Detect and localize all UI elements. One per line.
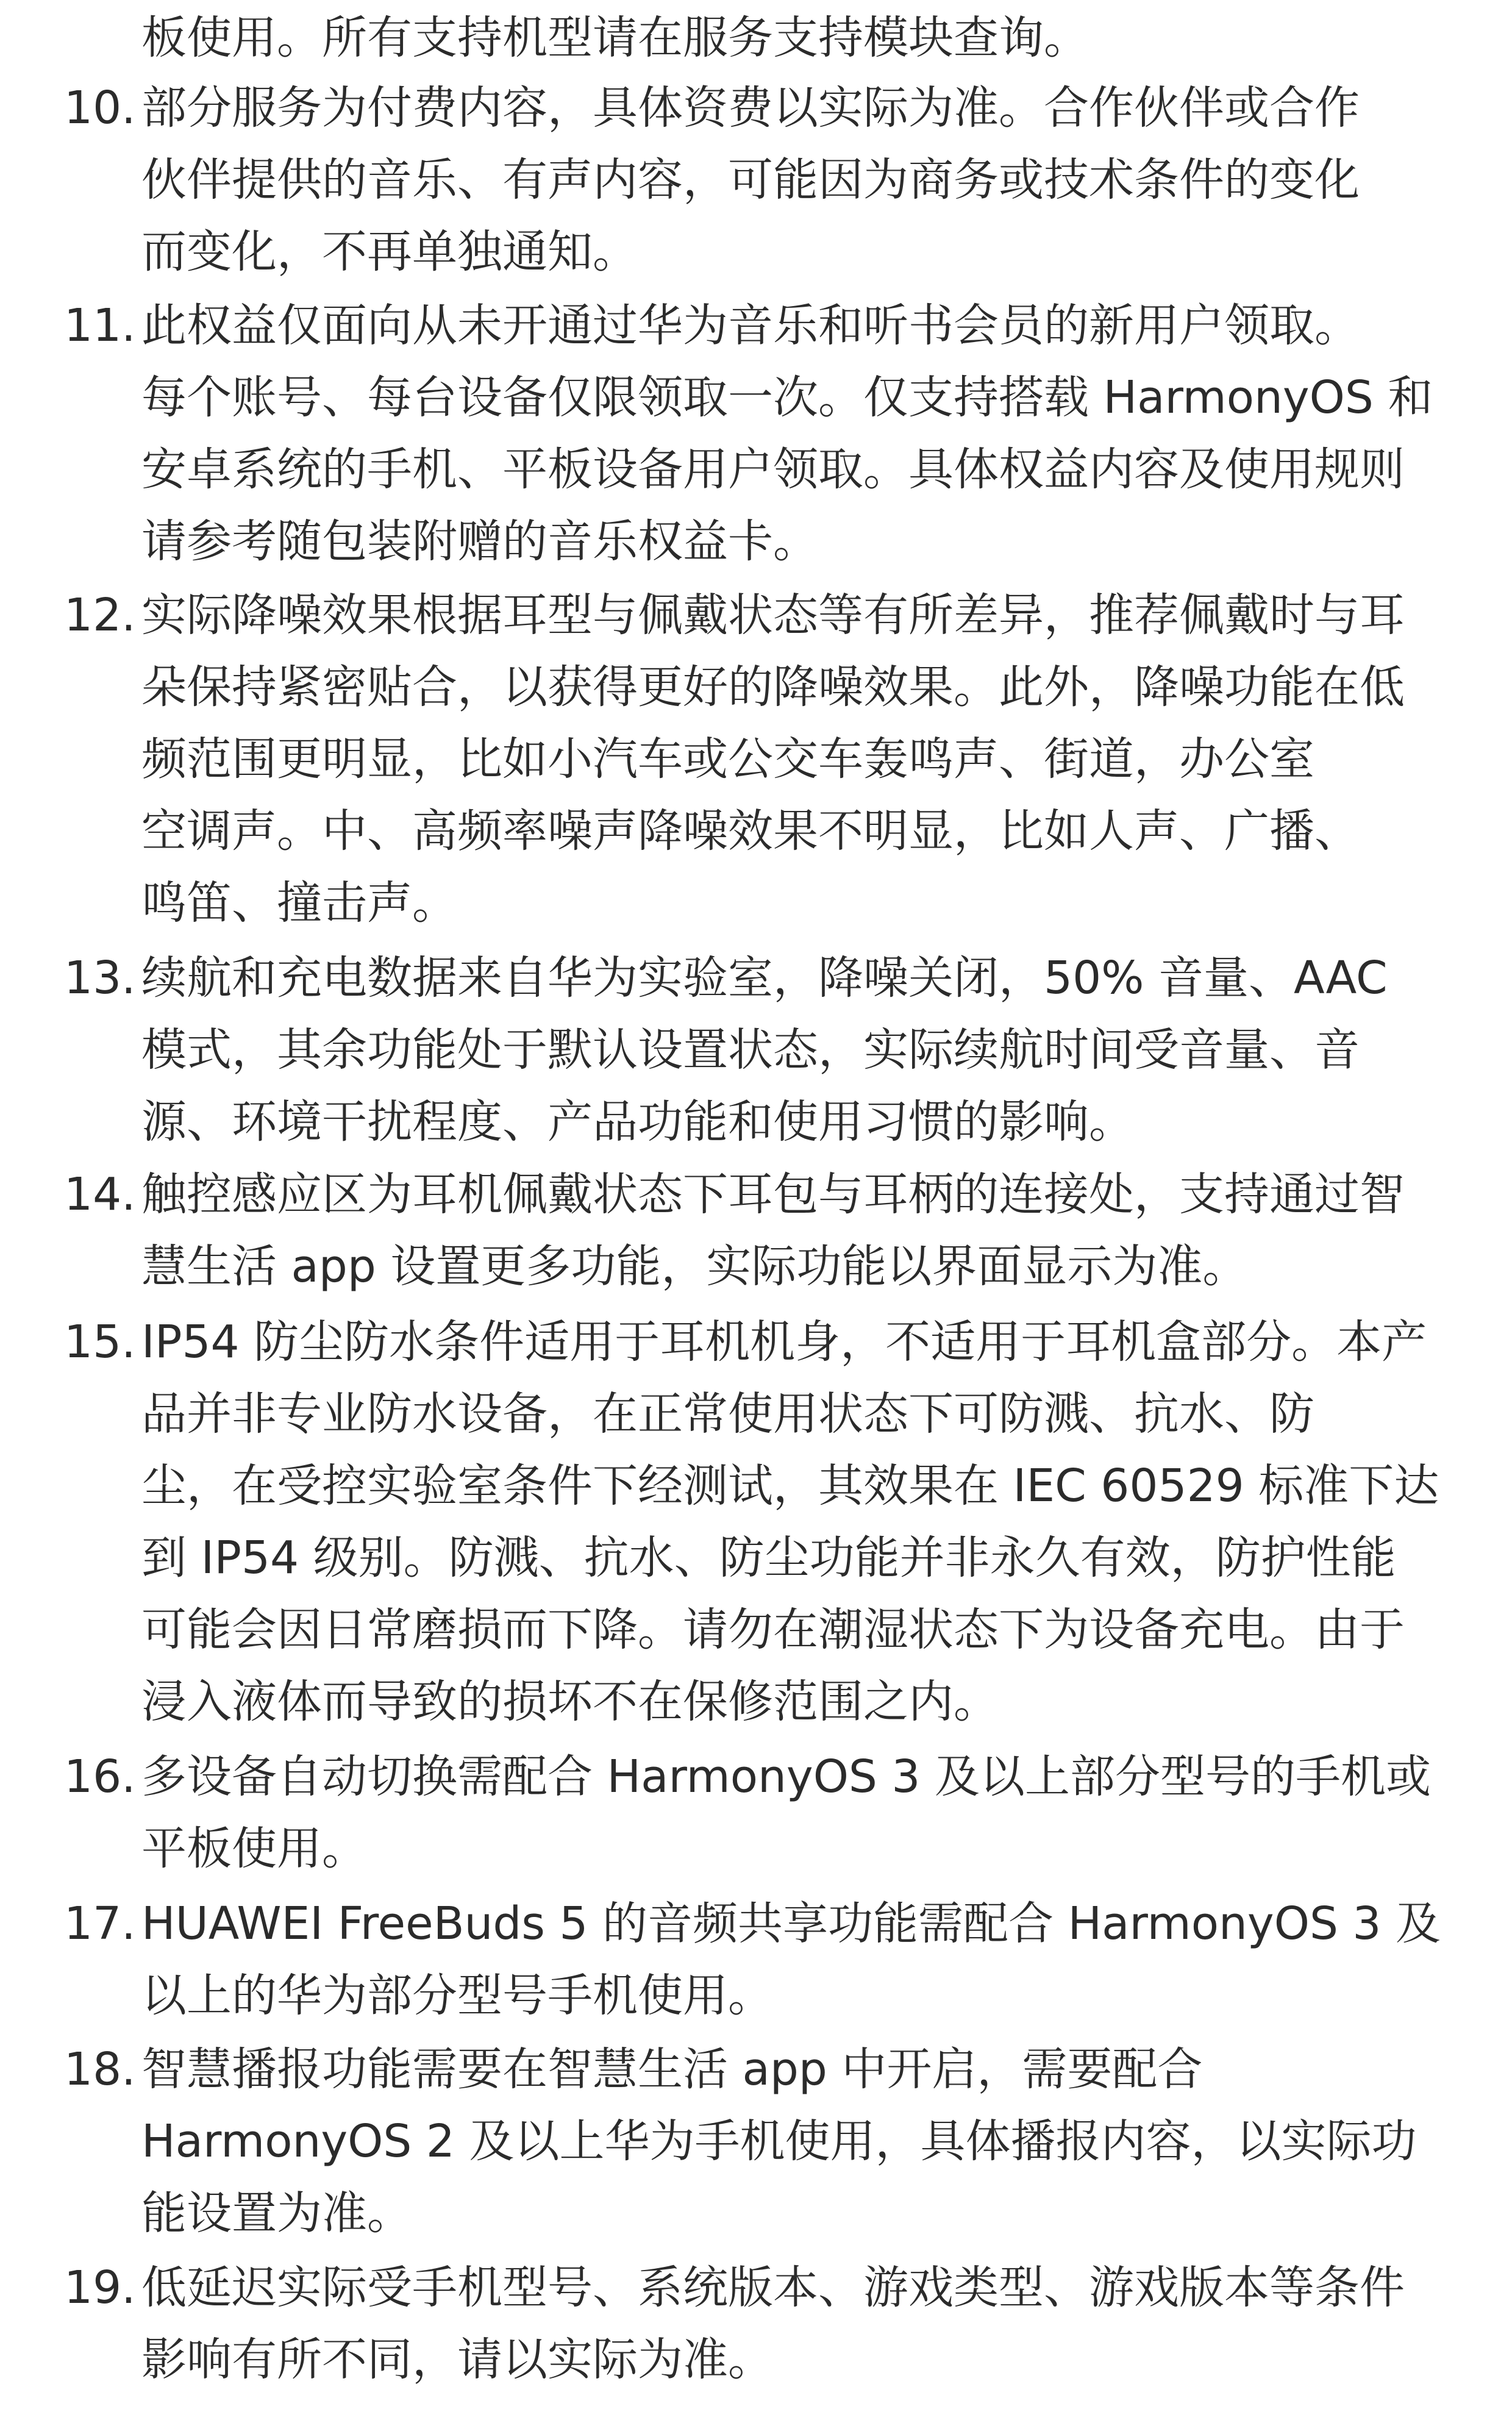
footnote-number: 14. [64, 1168, 136, 1221]
footnote-item [0, 72, 1512, 278]
footnote-item [0, 1888, 1512, 2022]
footnote-line: HarmonyOS 2 及以上华为手机使用，具体播报内容，以实际功 [141, 2115, 1417, 2168]
footnote-line: 多设备自动切换需配合 HarmonyOS 3 及以上部分型号的手机或 [141, 1751, 1432, 1803]
footnote-line: 到 IP54 级别。防溅、抗水、防尘功能并非永久有效，防护性能 [141, 1532, 1396, 1584]
footnote-line: 此权益仅面向从未开通过华为音乐和听书会员的新用户领取。 [141, 299, 1360, 352]
footnote-number: 18. [64, 2043, 136, 2096]
footnote-line: 慧生活 app 设置更多功能，实际功能以界面显示为准。 [141, 1240, 1248, 1293]
footnote-line: 而变化，不再单独通知。 [141, 226, 638, 278]
footnote-number: 12. [64, 589, 136, 641]
footnote-line: 智慧播报功能需要在智慧生活 app 中开启，需要配合 [141, 2043, 1203, 2096]
footnote-line: HUAWEI FreeBuds 5 的音频共享功能需配合 HarmonyOS 3 及 [141, 1897, 1441, 1950]
footnote-line: 触控感应区为耳机佩戴状态下耳包与耳柄的连接处，支持通过智 [141, 1168, 1405, 1221]
footnote-number: 17. [64, 1897, 136, 1950]
footnote-line: 频范围更明显，比如小汽车或公交车轰鸣声、街道，办公室 [141, 733, 1314, 785]
footnote-item [0, 2252, 1512, 2386]
footnote-line: 品并非专业防水设备，在正常使用状态下可防溅、抗水、防 [141, 1388, 1314, 1440]
footnote-number: 16. [64, 1751, 136, 1803]
footnote-line: 鸣笛、撞击声。 [141, 877, 457, 929]
continued-note-text: 板使用。所有支持机型请在服务支持模块查询。 [141, 12, 1089, 64]
footnote-line: 请参考随包装附赠的音乐权益卡。 [141, 515, 818, 568]
footnote-item [0, 942, 1512, 1148]
footnote-line: 平板使用。 [141, 1822, 367, 1875]
footnote-line: 续航和充电数据来自华为实验室，降噪关闭，50% 音量、AAC [141, 952, 1388, 1004]
footnote-number: 10. [64, 82, 136, 134]
footnote-line: IP54 防尘防水条件适用于耳机机身，不适用于耳机盒部分。本产 [141, 1316, 1427, 1368]
footnote-number: 13. [64, 952, 136, 1004]
footnote-line: 低延迟实际受手机型号、系统版本、游戏类型、游戏版本等条件 [141, 2261, 1405, 2314]
footnote-item [0, 2033, 1512, 2239]
footnote-line: 安卓系统的手机、平板设备用户领取。具体权益内容及使用规则 [141, 443, 1405, 496]
footnote-item [0, 1158, 1512, 1293]
footnote-number: 11. [64, 299, 136, 352]
footnote-line: 影响有所不同，请以实际为准。 [141, 2333, 773, 2386]
footnote-line: 每个账号、每台设备仅限领取一次。仅支持搭载 HarmonyOS 和 [141, 371, 1433, 424]
footnote-line: 伙伴提供的音乐、有声内容，可能因为商务或技术条件的变化 [141, 154, 1360, 206]
footnote-line: 部分服务为付费内容，具体资费以实际为准。合作伙伴或合作 [141, 82, 1360, 134]
footnote-line: 能设置为准。 [141, 2187, 412, 2239]
footnote-line: 朵保持紧密贴合，以获得更好的降噪效果。此外，降噪功能在低 [141, 661, 1405, 713]
footnote-line: 以上的华为部分型号手机使用。 [141, 1969, 773, 2022]
footnote-line: 实际降噪效果根据耳型与佩戴状态等有所差异，推荐佩戴时与耳 [141, 589, 1405, 641]
footnote-line: 空调声。中、高频率噪声降噪效果不明显，比如人声、广播、 [141, 805, 1360, 857]
footnote-item [0, 290, 1512, 568]
footnote-line: 尘，在受控实验室条件下经测试，其效果在 IEC 60529 标准下达 [141, 1460, 1439, 1512]
footnote-item [0, 579, 1512, 929]
footnote-number: 19. [64, 2261, 136, 2314]
footnote-item [0, 1306, 1512, 1728]
footnote-line: 可能会因日常磨损而下降。请勿在潮湿状态下为设备充电。由于 [141, 1604, 1405, 1656]
footnote-line: 源、环境干扰程度、产品功能和使用习惯的影响。 [141, 1096, 1134, 1148]
footnote-line: 浸入液体而导致的损坏不在保修范围之内。 [141, 1676, 999, 1728]
footnote-number: 15. [64, 1316, 136, 1368]
footnote-line: 模式，其余功能处于默认设置状态，实际续航时间受音量、音 [141, 1024, 1360, 1076]
footnote-item [0, 1741, 1512, 1875]
